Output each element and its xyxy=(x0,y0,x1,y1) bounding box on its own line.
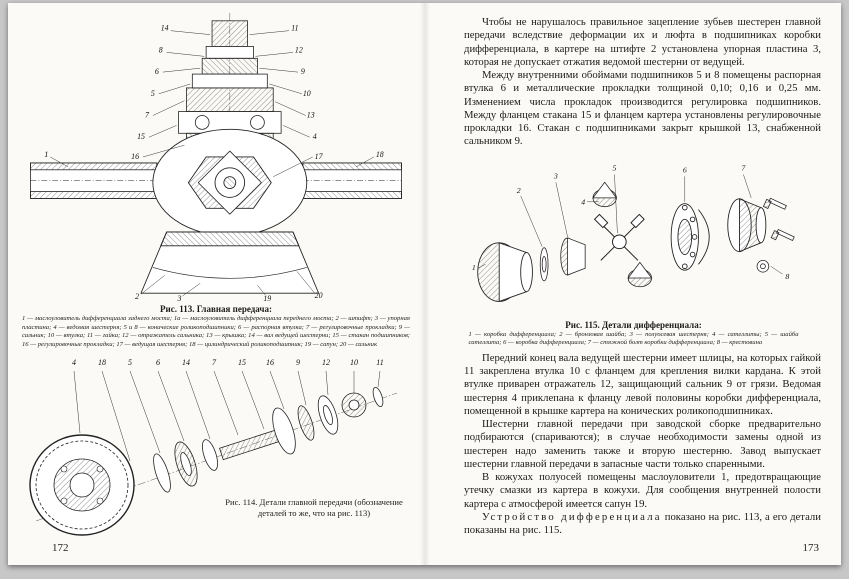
callout-label: 7 xyxy=(144,110,149,120)
callout-label: 2 xyxy=(516,185,521,195)
paragraph: Чтобы не нарушалось правильное зацепление зубьев шестерен главной передачи вследствие деформации их и люфта в подшипниках коробки дифференциала, в картере на штифте 2 установлена упорная пластина 3, которая не допускает отжатия ведомой шестерни от ведущей. xyxy=(464,16,821,68)
page-number-173: 173 xyxy=(802,542,819,554)
callout-label: 2 xyxy=(135,292,140,302)
callout-label: 6 xyxy=(156,358,160,368)
callout-label: 12 xyxy=(322,358,330,368)
callout-label: 20 xyxy=(314,291,323,301)
callout-label: 3 xyxy=(177,294,182,303)
fig115-legend: 1 — коробка дифференциала; 2 — бронзовая шайба; 3 — полуосевая шестерня; 4 — сателлиты; 5 — шайба сателлита; 6 — коробка дифференциала; 7 — стяжной болт коробки дифференциала; 8 — крестовина xyxy=(468,330,799,347)
callout-label: 7 xyxy=(740,163,745,173)
satellite-gears xyxy=(592,182,651,287)
callout-label: 4 xyxy=(580,197,585,207)
callout-label: 5 xyxy=(150,88,155,98)
figure-114-block xyxy=(8,351,424,549)
book-spread xyxy=(8,3,841,565)
callout-label: 11 xyxy=(376,358,384,368)
paragraph: В кожухах полуосей помещены маслоуловители 1, предотвращающие утечку смазки из картера в кожухи. Для сообщения внутренней полости картера с атмосферой имеется сапун 19. xyxy=(464,471,821,510)
callout-label: 13 xyxy=(306,110,315,120)
fig115-title: Рис. 115. Детали дифференциала: xyxy=(565,319,702,330)
page-173 xyxy=(426,3,841,565)
exploded-parts xyxy=(150,387,385,495)
callout-label: 9 xyxy=(300,67,305,77)
callout-label: 10 xyxy=(350,358,358,368)
callout-label: 8 xyxy=(158,45,163,55)
figure-113-drawing xyxy=(16,7,416,303)
callout-label: 16 xyxy=(131,151,140,161)
callout-label: 11 xyxy=(291,23,299,33)
emphasized-term: Устройство дифференциала xyxy=(482,510,662,523)
fig114-callouts xyxy=(72,358,384,367)
callout-label: 19 xyxy=(263,294,272,303)
paragraph: Между внутренними обоймами подшипников 5 и 8 помещены распорная втулка 6 и металлические прокладки толщиной 0,10; 0,16 и 0,25 мм. Изменением числа прокладок производится регулировка подшипников. Между фланцем стакана 15 и фланцем картера установлены регулировочные прокладки 16. Стакан с подшипниками закрыт крышкой 13, снабженной сальником 9. xyxy=(464,69,821,148)
ring-gear xyxy=(30,435,134,535)
differential-carrier xyxy=(153,129,307,236)
paragraph: Шестерни главной передачи при заводской сборке предварительно подбираются (спариваются); в случае необходимости замены одной из шестерен надо заменить также и вторую шестерню. Завод выпускает шестерни главной передачи в запасные части только спаренными. xyxy=(464,418,821,470)
callout-label: 4 xyxy=(312,132,317,142)
fig113-title: Рис. 113. Главная передача: xyxy=(160,304,272,314)
side-gear-small xyxy=(560,238,584,275)
spider-cross xyxy=(594,214,644,260)
callout-label: 1 xyxy=(44,149,49,159)
callout-label: 14 xyxy=(160,23,169,33)
callout-label: 9 xyxy=(296,358,300,368)
page-172 xyxy=(8,3,424,565)
callout-label: 15 xyxy=(137,132,145,142)
callout-label: 7 xyxy=(212,358,216,368)
callout-label: 4 xyxy=(72,358,76,368)
text-block-top xyxy=(426,3,841,149)
callout-label: 15 xyxy=(238,358,246,368)
callout-label: 18 xyxy=(375,149,384,159)
fig115-caption xyxy=(469,320,799,348)
callout-label: 5 xyxy=(128,358,132,368)
callout-label: 8 xyxy=(784,271,789,281)
callout-label: 10 xyxy=(302,88,311,98)
diff-case-half xyxy=(671,203,709,269)
bronze-washer xyxy=(540,247,548,280)
fig114-caption: Рис. 114. Детали главной передачи (обозначение деталей то же, что на рис. 113) xyxy=(225,497,403,519)
callout-label: 17 xyxy=(314,151,323,161)
fig113-caption xyxy=(22,304,410,349)
callout-label: 14 xyxy=(182,358,190,368)
page-number-172: 172 xyxy=(52,542,69,554)
text-block-bottom xyxy=(426,348,841,538)
diff-case-second xyxy=(727,199,765,252)
housing-cover xyxy=(141,232,319,293)
side-gear-large xyxy=(477,242,532,301)
callout-label: 6 xyxy=(154,67,159,77)
page-gutter xyxy=(420,3,430,565)
closing-text: показано на рис. 113, а его детали показаны на рис. 115. xyxy=(464,510,821,537)
callout-label: 1 xyxy=(471,262,476,272)
fig113-legend: 1 — маслоуловитель дифференциала заднего моста; 1а — маслоуловитель дифференциала переднего моста; 2 — штифт; 3 — упорная пластина; 4 — ведомая шестерня; 5 и 8 — конические роликоподшипники; 6 — распорная втулка; 7 — регулировочные прокладки; 9 — сальник; 10 — втулка; 11 — гайка; 12 — отражатель сальника; 13 — крышка; 14 — вал ведущей шестерни; 15 — стакан подшипников; 16 — регулировочные прокладки; 17 — ведущая шестерня; 18 — цилиндрический роликоподшипник; 19 — сапун; 20 — сальник xyxy=(22,315,410,348)
callout-label: 18 xyxy=(98,358,106,368)
callout-label: 6 xyxy=(682,165,687,175)
closing-paragraph xyxy=(464,511,821,538)
paragraph: Передний конец вала ведущей шестерни имеет шлицы, на которых гайкой 11 закреплена втулка 10 с фланцем для крепления вилки кардана. К этой втулке приварен отражатель 12, защищающий сальник 9 от грязи. Ведомая шестерня 4 приклепана к фланцу левой половины коробки дифференциала, помещенной в крышке картера на конических роликоподшипниках. xyxy=(464,351,821,417)
callout-label: 3 xyxy=(553,171,558,181)
callout-label: 5 xyxy=(612,163,616,173)
callout-label: 12 xyxy=(294,45,303,55)
figure-115-drawing xyxy=(458,151,810,319)
callout-label: 16 xyxy=(266,358,274,368)
